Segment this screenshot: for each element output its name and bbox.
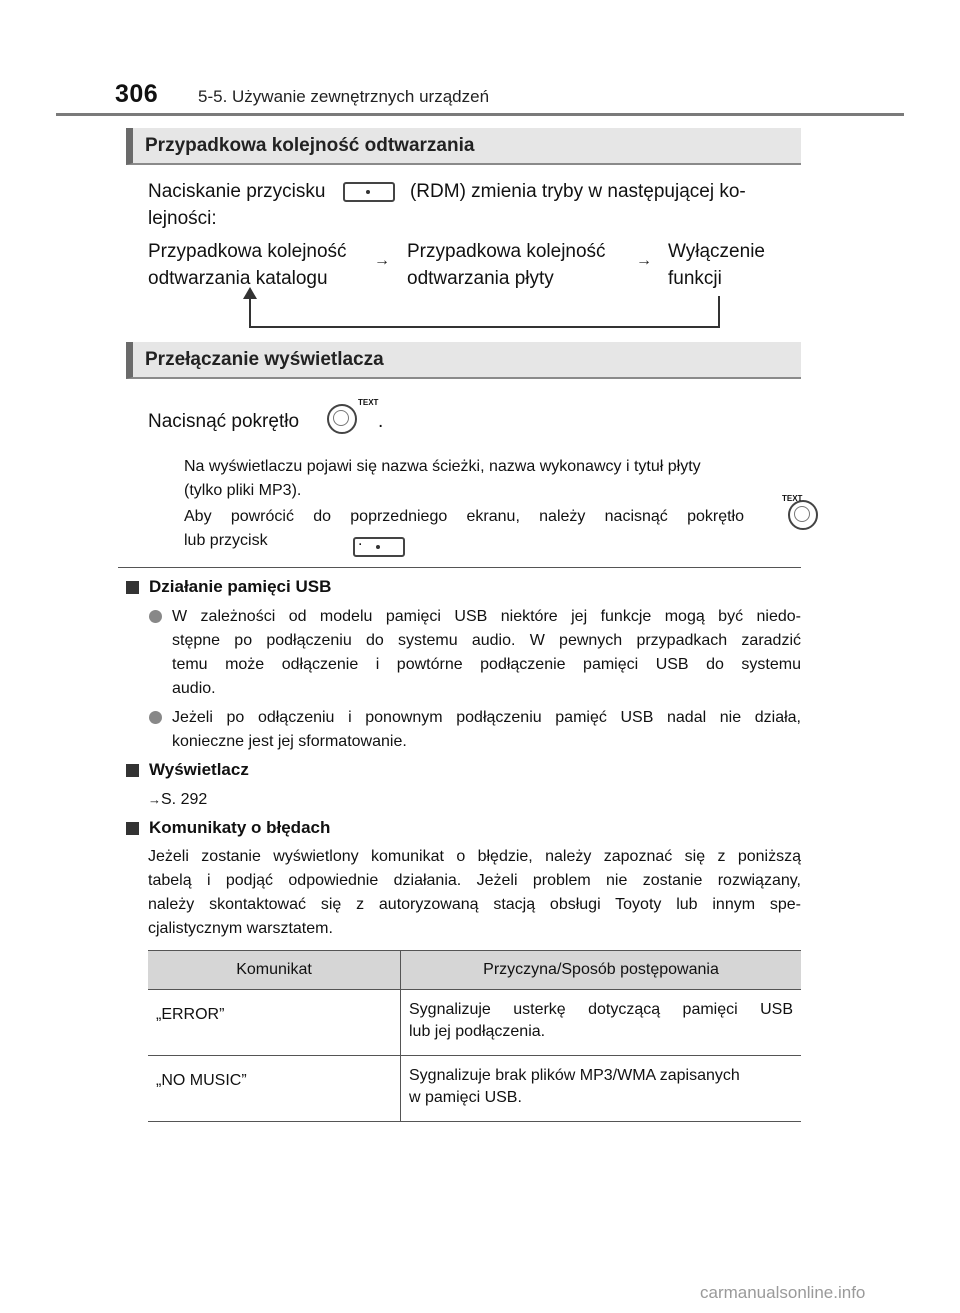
flow-step-3-line2: funkcji — [668, 268, 722, 289]
table-cell-cause — [401, 990, 802, 1056]
display-ref-text: S. 292 — [161, 791, 208, 808]
tune-knob-icon — [327, 404, 357, 434]
watermark: carmanualsonline.info — [700, 1283, 866, 1302]
section-heading-display-text: Przełączanie wyświetlacza — [145, 349, 384, 370]
flow-step-1 — [148, 238, 347, 292]
table-row — [148, 1056, 801, 1122]
section-heading-random — [126, 128, 801, 165]
section-heading-display — [126, 342, 801, 379]
section-heading-random-text: Przypadkowa kolejność odtwarzania — [145, 135, 475, 156]
usb-heading-text: Działanie pamięci USB — [149, 577, 332, 596]
cause-line2: lub jej podłączenia. — [409, 1023, 546, 1040]
table-header-message: Komunikat — [148, 951, 401, 990]
cause-line2: w pamięci USB. — [409, 1089, 522, 1106]
flow-step-2-line1: Przypadkowa kolejność — [407, 241, 606, 262]
intro-before: Naciskanie przycisku — [148, 181, 326, 202]
knob-text-label-2: TEXT — [782, 494, 803, 503]
cause-line1: Sygnalizuje usterkę dotyczącą pamięci USB — [409, 1001, 793, 1018]
errors-line3: należy skontaktować się z autoryzowaną stacją obsługi Toyoty lub innym spe- — [148, 896, 801, 913]
flow-arrow-2: → — [636, 252, 652, 269]
square-bullet-icon — [126, 822, 139, 835]
flow-step-1-line1: Przypadkowa kolejność — [148, 241, 347, 262]
usb-bullet-1 — [172, 605, 801, 701]
errors-heading — [126, 818, 330, 838]
usb-b2-line2: konieczne jest jej sformatowanie. — [172, 733, 407, 750]
random-intro — [148, 178, 808, 205]
flow-arrow-1: → — [374, 252, 390, 269]
random-intro-line2: lejności: — [148, 208, 217, 229]
cause-line1: Sygnalizuje brak plików MP3/WMA zapisanych — [409, 1067, 740, 1084]
display-ref-link[interactable] — [148, 788, 207, 812]
usb-b1-line3: temu może odłączenie i powtórne podłączenie pamięci USB do systemu — [172, 656, 801, 673]
display-note2-line2: lub przycisk — [184, 532, 268, 549]
display-ref-heading — [126, 760, 249, 780]
bullet-dot-icon — [149, 711, 162, 724]
errors-line1: Jeżeli zostanie wyświetlony komunikat o błędzie, należy zapoznać się z poniższą — [148, 848, 801, 865]
usb-b1-line2: stępne po podłączeniu do systemu audio. W pewnych przypadkach zaradzić — [172, 632, 801, 649]
loop-line-right — [718, 296, 720, 328]
header-rule — [56, 113, 904, 116]
error-messages-table — [148, 950, 801, 1122]
intro-after: (RDM) zmienia tryby w następującej ko- — [409, 181, 746, 202]
table-cell-message: „ERROR” — [148, 990, 401, 1056]
square-bullet-icon — [126, 581, 139, 594]
rdm-button-icon — [343, 182, 395, 202]
display-note2-line1: Aby powrócić do poprzedniego ekranu, należy nacisnąć pokrętło — [184, 508, 744, 525]
display-instruction-end: . — [378, 411, 384, 432]
usb-b2-line1: Jeżeli po odłączeniu i ponownym podłączeniu pamięć USB nadal nie działa, — [172, 709, 801, 726]
usb-b1-line1: W zależności od modelu pamięci USB niektóre jej funkcje mogą być niedo- — [172, 608, 801, 625]
loop-line-bottom — [249, 326, 720, 328]
loop-line-left — [249, 294, 251, 328]
table-header-row — [148, 951, 801, 990]
table-cell-cause — [401, 1056, 802, 1122]
display-instruction: Nacisnąć pokrętło — [148, 411, 300, 432]
table-cell-message: „NO MUSIC” — [148, 1056, 401, 1122]
display-note1-line2: (tylko pliki MP3). — [184, 482, 302, 499]
tune-knob-icon-2 — [788, 500, 818, 530]
errors-line2: tabelą i podjąć odpowiednie działania. Jeżeli problem nie zostanie rozwiązany, — [148, 872, 801, 889]
arrow-right-icon: → — [148, 792, 161, 807]
flow-step-1-line2: odtwarzania katalogu — [148, 268, 328, 289]
flow-step-3 — [668, 238, 765, 292]
table-row — [148, 990, 801, 1056]
display-note2-end: . — [358, 532, 363, 549]
chapter-title: 5-5. Używanie zewnętrznych urządzeń — [198, 87, 490, 106]
flow-step-2 — [407, 238, 606, 292]
errors-heading-text: Komunikaty o błędach — [149, 818, 331, 837]
display-note1-line1: Na wyświetlaczu pojawi się nazwa ścieżki, nazwa wykonawcy i tytuł płyty — [184, 458, 701, 475]
flow-step-2-line2: odtwarzania płyty — [407, 268, 554, 289]
usb-bullet-2 — [172, 706, 801, 754]
flow-step-3-line1: Wyłączenie — [668, 241, 765, 262]
knob-text-label: TEXT — [358, 398, 379, 407]
page-number: 306 — [115, 80, 159, 108]
square-bullet-icon — [126, 764, 139, 777]
usb-b1-line4: audio. — [172, 680, 216, 697]
bullet-dot-icon — [149, 610, 162, 623]
errors-paragraph — [148, 845, 801, 941]
display-ref-heading-text: Wyświetlacz — [149, 760, 249, 779]
errors-line4: cjalistycznym warsztatem. — [148, 920, 333, 937]
usb-heading — [126, 577, 331, 597]
section-divider — [118, 567, 801, 568]
table-header-cause: Przyczyna/Sposób postępowania — [401, 951, 802, 990]
